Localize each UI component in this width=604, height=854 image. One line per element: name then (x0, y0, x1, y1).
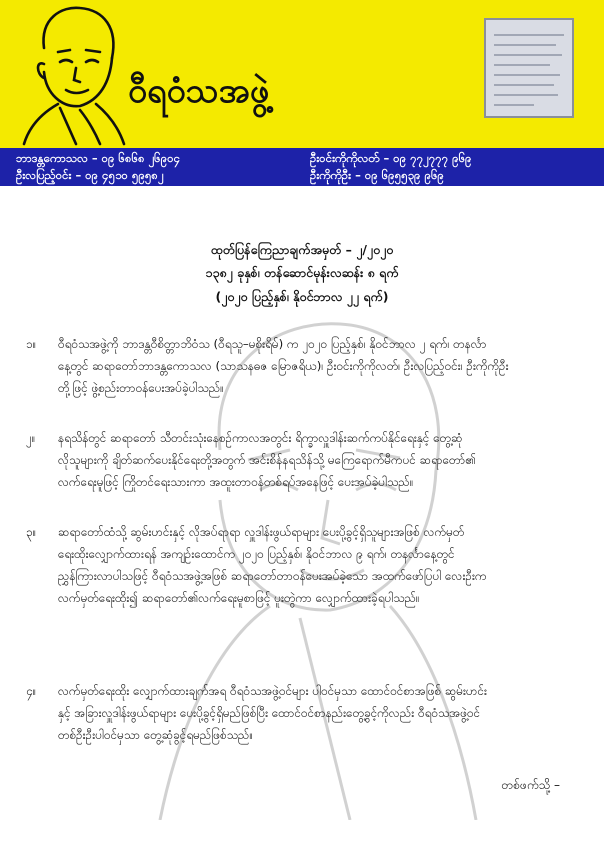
contact-left-2: ဦးလပြည့်ဝင်း – ၀၉ ၄၅၁၀ ၅၉၅၈၂ (16, 168, 164, 182)
paragraph-number: ၃။ (26, 525, 37, 539)
monk-portrait-drawing (14, 2, 132, 146)
contact-bar (0, 148, 604, 186)
paragraph-line: တစ်ဦးဦးပါဝင်မှသာ တွေ့ဆုံခွင့်ရမည်ဖြစ်သည်။ (58, 728, 254, 742)
document-date-myanmar: ၁၃၈၂ ခုနှစ်၊ တန်ဆောင်မုန်းလဆန်း ၈ ရက် (205, 265, 399, 280)
paragraph-number: ၁။ (26, 337, 37, 351)
paragraph-line: တို့ဖြင့် ဖွဲ့စည်းတာဝန်ပေးအပ်ခဲ့ပါသည်။ (58, 381, 224, 395)
paragraph-line: ဝီရဝံသအဖွဲ့ကို ဘာဒန္တဝီစိတ္တာဘိဝံသ (ဝီရသူ–မစိုးရိမ်) က ၂၀၂၀ ပြည့်နှစ်၊ နိုဝင်ဘာလ ၂ ရက်၊ တနင်္လာ (58, 337, 487, 351)
contact-left-1: ဘာဒန္တကောသလ – ၀၉ ၆၈၆၈ ၂၆၉၀၄ (16, 151, 181, 165)
paragraph-line: လက်မှတ်ရေးထိုး လျှောက်ထားချက်အရ ဝီရဝံသအဖွဲ့ဝင်များ ပါဝင်မှသာ ထောင်ဝင်စာအဖြစ် ဆွမ်းဟင်း (58, 684, 488, 698)
paragraph-line: နှင့် အခြားလှူဒါန်းဖွယ်ရာများ ပေးပို့ခွင့်ရှိမည်ဖြစ်ပြီး ထောင်ဝင်စာနည်းတွေ့ခွင့်ကိုလည်း ဝီရဝံသအဖွဲ့ဝင် (58, 706, 481, 720)
paragraph-line: နေ့တွင် ဆရာတော်ဘာဒန္တကောသလ (သာသနဓဇ မြောဇရိယ)၊ ဦးဝင်းကိုကိုလတ်၊ ဦးလပြည့်ဝင်း၊ ဦးကိုကိုဦး (58, 359, 509, 373)
paragraph-line: လက်ရေးမူဖြင့် ကြိုတင်ရေးသားကာ အထူးတာဝန်တစ်ရပ်အနေဖြင့် ပေးအပ်ခဲ့ပါသည်။ (58, 475, 414, 489)
document-title: ထုတ်ပြန်ကြေညာချက်အမှတ် – ၂/၂၀၂၀ (210, 242, 394, 257)
paragraph-number: ၂။ (26, 431, 36, 445)
header-banner (0, 0, 604, 148)
paragraph-number: ၄။ (26, 684, 37, 698)
paragraph-line: လိုသူများကို ချိတ်ဆက်ပေးနိုင်ရေးတို့အတွက် အင်းစိန်နရသိန်သို့ မကြေရောက်မီကပင် ဆရာတော်၏ (58, 453, 476, 467)
contact-right-1: ဦးဝင်းကိုကိုလတ် – ၀၉ ၇၇၂၇၇၇ ၉၆၉ (310, 151, 472, 165)
paragraph-line: ရေးထိုးလျှောက်ထားရန် အကျဉ်းထောင်က ၂၀၂၀ ပြည့်နှစ်၊ နိုဝင်ဘာလ ၉ ရက်၊ တနင်္လာနေ့တွင် (58, 547, 455, 561)
paragraph-line: လက်မှတ်ရေးထိုး၍ ဆရာတော်၏လက်ရေးမူစာဖြင့် ပူးတွဲကာ လျှောက်ထားခဲ့ရပါသည်။ (58, 591, 420, 605)
paragraph-line: ညွှန်ကြားလာပါသဖြင့် ဝီရဝံသအဖွဲ့အဖြစ် ဆရာတော်တာဝန်ပေးအပ်ခဲ့သော အထက်ဖော်ပြပါ လေးဦးက (58, 569, 487, 583)
continued-note: တစ်ဖက်သို့ – (501, 778, 560, 792)
contact-right-2: ဦးကိုကိုဦး – ၀၉ ၆၉၅၅၃၉ ၉၆၉ (310, 168, 445, 182)
paragraph-line: နရသိန်တွင် ဆရာတော် သီတင်းသုံးနေစဉ်ကာလအတွင်း ရိက္ခာလှူဒါန်းဆက်ကပ်နိုင်ရေးနှင့် တွေ့ဆုံ (58, 431, 463, 445)
letter-photo-thumbnail (484, 18, 574, 118)
paragraph-line: ဆရာတော်ထံသို့ ဆွမ်းဟင်းနှင့် လိုအပ်ရာရာ လှူဒါန်းဖွယ်ရာများ ပေးပို့ခွင့်ရှိသူများအဖြစ် လက်မှတ် (58, 525, 465, 539)
org-name: ဝီရဝံသအဖွဲ့ (128, 71, 270, 111)
document-date-gregorian: (၂၀၂၀ ပြည့်နှစ်၊ နိုဝင်ဘာလ ၂၂ ရက်) (215, 289, 389, 304)
